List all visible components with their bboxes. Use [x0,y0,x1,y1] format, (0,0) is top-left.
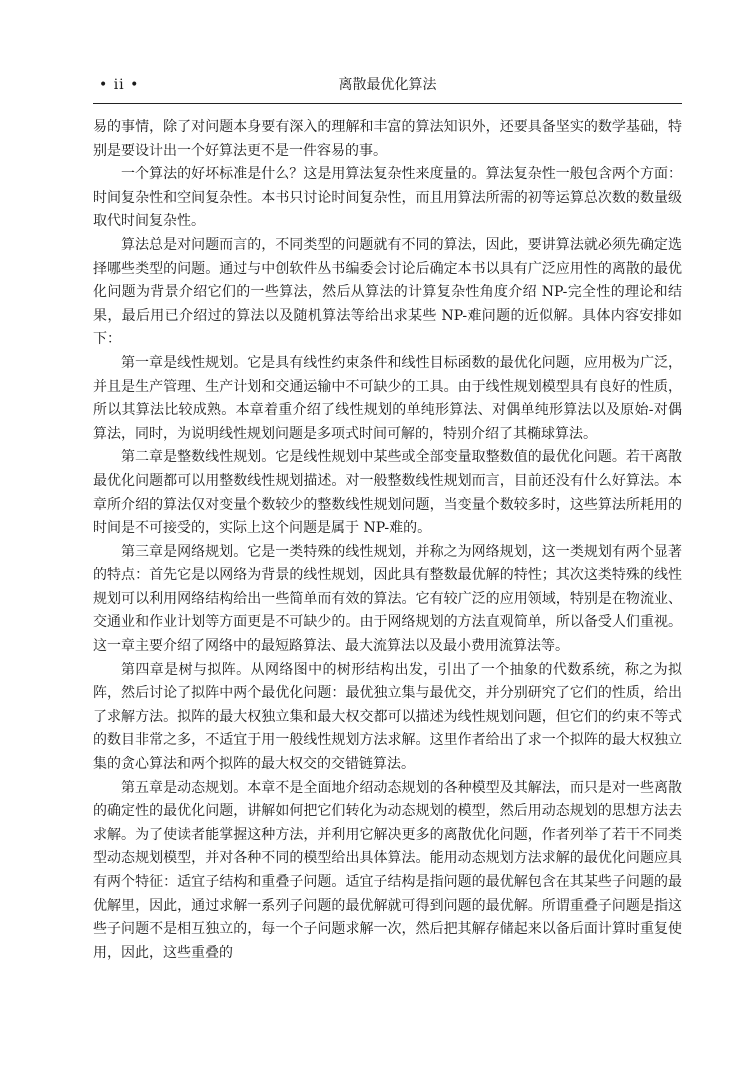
body-text [93,116,682,965]
paragraph-complexity: 一个算法的好坏标准是什么？这是用算法复杂性来度量的。算法复杂性一般包含两个方面：时间复杂性和空间复杂性。本书只讨论时间复杂性，而且用算法所需的初等运算总次数的数量级取代时间复杂性。 [93,166,682,230]
paragraph-chapter-3: 第三章是网络规划。它是一类特殊的线性规划，并称之为网络规划，这一类规划有两个显著的特点：首先它是以网络为背景的线性规划，因此具有整数最优解的特性；其次这类特殊的线性规划可以利用网络结构给出一些简单而有效的算法。它有较广泛的应用领域，特别是在物流业、交通业和作业计划等方面更是不可缺少的。由于网络规划的方法直观简单，所以备受人们重视。这一章主要介绍了网络中的最短路算法、最大流算法以及最小费用流算法等。 [93,543,682,655]
page-number: • ii • [99,77,140,93]
paragraph-chapter-1: 第一章是线性规划。它是具有线性约束条件和线性目标函数的最优化问题，应用极为广泛，并且是生产管理、生产计划和交通运输中不可缺少的工具。由于线性规划模型具有良好的性质，所以其算法比较成熟。本章着重介绍了线性规划的单纯形算法、对偶单纯形算法以及原始-对偶算法，同时，为说明线性规划问题是多项式时间可解的，特别介绍了其椭球算法。 [93,354,682,442]
running-title: 离散最优化算法 [338,77,437,93]
paragraph-chapter-2: 第二章是整数线性规划。它是线性规划中某些或全部变量取整数值的最优化问题。若干离散最优化问题都可以用整数线性规划描述。对一般整数线性规划而言，目前还没有什么好算法。本章所介绍的算法仅对变量个数较少的整数线性规划问题，当变量个数较多时，这些算法所耗用的时间是不可接受的，实际上这个问题是属于 NP-难的。 [93,449,682,537]
paragraph-chapter-4: 第四章是树与拟阵。从网络图中的树形结构出发，引出了一个抽象的代数系统，称之为拟阵，然后讨论了拟阵中两个最优化问题：最优独立集与最优交，并分别研究了它们的性质，给出了求解方法。拟阵的最大权独立集和最大权交都可以描述为线性规划问题，但它们的约束不等式的数目非常之多，不适宜于用一般线性规划方法求解。这里作者给出了求一个拟阵的最大权独立集的贪心算法和两个拟阵的最大权交的交错链算法。 [93,661,682,773]
paragraph-scope: 算法总是对问题而言的，不同类型的问题就有不同的算法，因此，要讲算法就必须先确定选择哪些类型的问题。通过与中创软件丛书编委会讨论后确定本书以具有广泛应用性的离散的最优化问题为背景介绍它们的一些算法，然后从算法的计算复杂性角度介绍 NP-完全性的理论和结果，最后用已介绍过的算法以及随机算法等给出求某些 NP-难问题的近似解。具体内容安排如下： [93,236,682,348]
paragraph-chapter-5: 第五章是动态规划。本章不是全面地介绍动态规划的各种模型及其解法，而只是对一些离散的确定性的最优化问题，讲解如何把它们转化为动态规划的模型，然后用动态规划的思想方法去求解。为了使读者能掌握这种方法，并利用它解决更多的离散优化问题，作者列举了若干不同类型动态规划模型，并对各种不同的模型给出具体算法。能用动态规划方法求解的最优化问题应具有两个特征：适宜子结构和重叠子问题。适宜子结构是指问题的最优解包含在其某些子问题的最优解里，因此，通过求解一系列子问题的最优解就可得到问题的最优解。所谓重叠子问题是指这些子问题不是相互独立的，每一个子问题求解一次，然后把其解存储起来以备后面计算时重复使用，因此，这些重叠的 [93,779,682,961]
running-header [93,72,682,98]
header-rule [93,103,682,104]
paragraph-continuation: 易的事情，除了对问题本身要有深入的理解和丰富的算法知识外，还要具备坚实的数学基础，特别是要设计出一个好算法更不是一件容易的事。 [93,119,682,159]
